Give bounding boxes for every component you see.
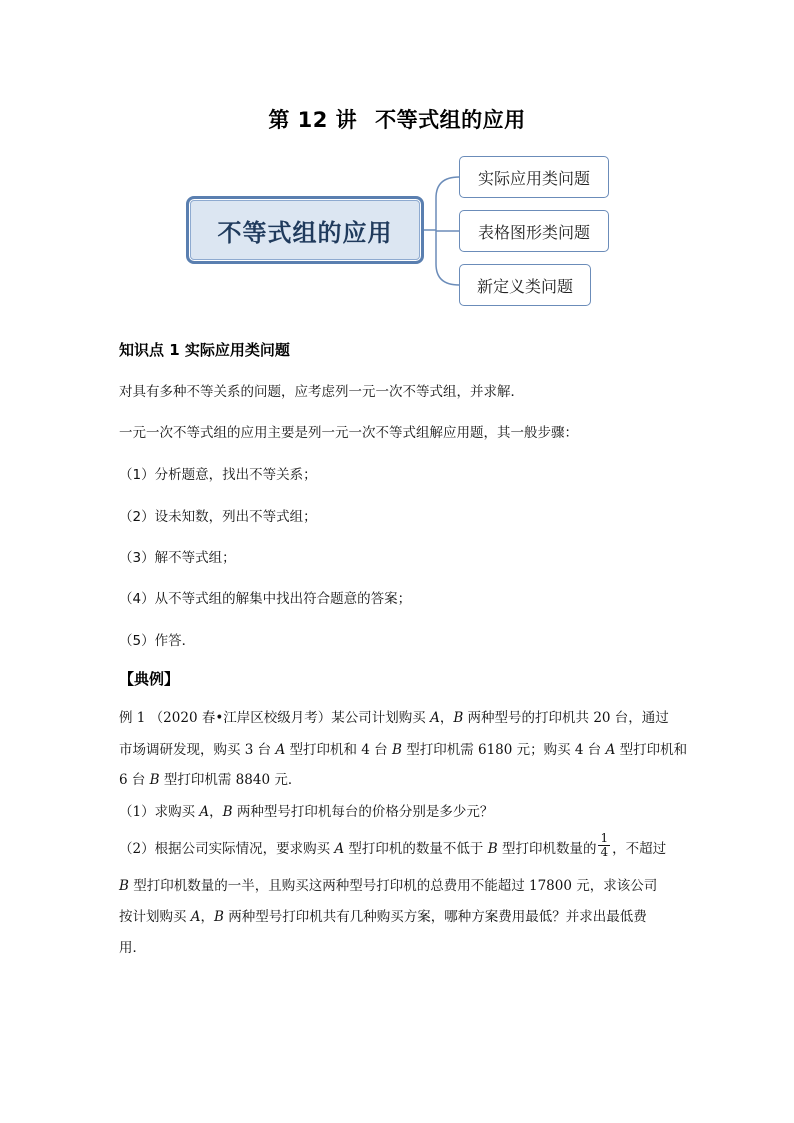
- mind-map-branch-practical: 实际应用类问题: [459, 156, 609, 198]
- text-segment: 两种型号打印机每台的价格分别是多少元？: [232, 804, 494, 820]
- variable-a: A: [430, 710, 440, 726]
- variable-b: B: [391, 742, 402, 758]
- mind-map-branch-new-definition: 新定义类问题: [459, 264, 591, 306]
- variable-b: B: [453, 710, 464, 726]
- knowledge-point-heading: 知识点 1 实际应用类问题: [119, 341, 290, 359]
- mind-map: [0, 0, 794, 320]
- question-2-line-2: [119, 874, 679, 894]
- example-line-2: [119, 738, 688, 758]
- text-segment: ，: [209, 804, 223, 820]
- lecture-number: 第 12 讲: [268, 108, 358, 132]
- knowledge-intro: 对具有多种不等关系的问题，应考虑列一元一次不等式组，并求解．: [119, 384, 524, 400]
- variable-a: A: [199, 804, 210, 820]
- step-3: （3）解不等式组；: [119, 550, 236, 566]
- step-4: （4）从不等式组的解集中找出符合题意的答案；: [119, 591, 412, 607]
- variable-b: B: [149, 772, 160, 788]
- knowledge-method: 一元一次不等式组的应用主要是列一元一次不等式组解应用题，其一般步骤：: [119, 425, 578, 441]
- text-segment: 型打印机需 8840 元．: [159, 772, 302, 788]
- example-line-3: [119, 768, 679, 788]
- question-2-line-4: [119, 936, 679, 956]
- variable-b: B: [222, 804, 233, 820]
- variable-b: B: [214, 909, 224, 925]
- text-segment: 用．: [119, 940, 146, 956]
- text-segment: 例 1 （2020 春•江岸区校级月考）某公司计划购买: [119, 710, 431, 726]
- step-1: （1）分析题意，找出不等关系；: [119, 467, 317, 483]
- text-segment: 按计划购买: [119, 909, 191, 925]
- question-2-line-3: [119, 905, 679, 925]
- variable-a: A: [275, 742, 286, 758]
- text-segment: 型打印机需 6180 元；购买 4 台: [401, 742, 606, 758]
- example-heading: 【典例】: [119, 670, 180, 688]
- text-segment: 市场调研发现，购买 3 台: [119, 742, 276, 758]
- question-1: [119, 800, 679, 820]
- fraction-one-quarter: [598, 832, 610, 859]
- question-2-line-1: [119, 831, 679, 859]
- text-segment: 型打印机和: [615, 742, 688, 758]
- variable-b: B: [487, 841, 498, 857]
- text-segment: 两种型号的打印机共 20 台，通过: [463, 710, 669, 726]
- step-5: （5）作答．: [119, 633, 196, 649]
- text-segment: （1）求购买: [119, 804, 200, 820]
- variable-a: A: [334, 841, 345, 857]
- fraction-numerator: 1: [600, 831, 609, 845]
- text-segment: 型打印机数量的: [497, 841, 597, 857]
- variable-a: A: [190, 909, 201, 925]
- text-segment: 型打印机数量的一半，且购买这两种型号打印机的总费用不能超过 17800 元，求该公司: [128, 878, 658, 894]
- mind-map-root: 不等式组的应用: [186, 196, 424, 264]
- step-2: （2）设未知数，列出不等式组；: [119, 509, 317, 525]
- text-segment: 型打印机的数量不低于: [344, 841, 488, 857]
- mind-map-connectors: [0, 0, 794, 320]
- text-segment: 两种型号打印机共有几种购买方案，哪种方案费用最低？并求出最低费: [223, 909, 647, 925]
- variable-a: A: [605, 742, 616, 758]
- text-segment: ，: [439, 710, 454, 726]
- lecture-topic: 不等式组的应用: [375, 108, 526, 132]
- variable-b: B: [119, 878, 129, 894]
- text-segment: 型打印机和 4 台: [285, 742, 392, 758]
- text-segment: ，: [200, 909, 215, 925]
- fraction-denominator: 4: [600, 845, 609, 859]
- mind-map-branch-table-figure: 表格图形类问题: [459, 210, 609, 252]
- text-segment: 6 台: [119, 772, 150, 788]
- text-segment: （2）根据公司实际情况，要求购买: [119, 841, 335, 857]
- text-segment: ，不超过: [612, 841, 667, 857]
- example-line-1: [119, 706, 679, 726]
